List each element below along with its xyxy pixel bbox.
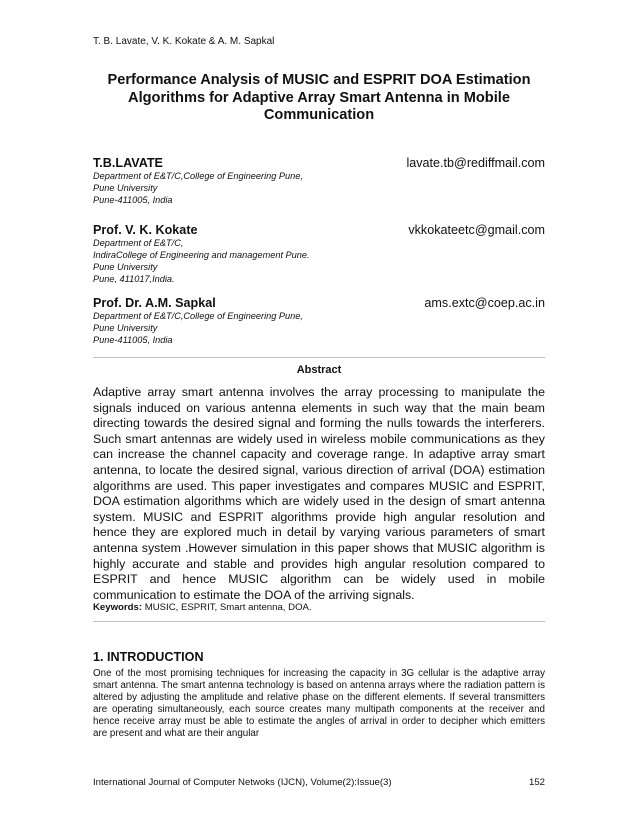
running-header: T. B. Lavate, V. K. Kokate & A. M. Sapkal [93, 36, 275, 47]
author-affiliation-line: Pune University [93, 262, 158, 272]
author-email: vkkokateetc@gmail.com [408, 223, 545, 237]
author-name: Prof. Dr. A.M. Sapkal [93, 296, 216, 310]
author-affiliation-line: Pune, 411017,India. [93, 274, 175, 284]
author-affiliation-line: Department of E&T/C,College of Engineering Pune, [93, 171, 303, 181]
author-affiliation-line: IndiraCollege of Engineering and management Pune. [93, 250, 310, 260]
author-affiliation-line: Pune University [93, 183, 158, 193]
page-footer [93, 777, 545, 788]
author-affiliation-line: Pune University [93, 323, 158, 333]
journal-citation: International Journal of Computer Netwoks (IJCN), Volume(2):Issue(3) [93, 777, 392, 788]
author-name: T.B.LAVATE [93, 156, 163, 170]
divider [93, 621, 545, 622]
author-affiliation-line: Department of E&T/C, [93, 238, 184, 248]
author-affiliation-line: Pune-411005, India [93, 335, 173, 345]
page-number: 152 [528, 777, 545, 788]
author-affiliation-line: Department of E&T/C,College of Engineering Pune, [93, 311, 303, 321]
keywords [93, 602, 312, 613]
author-block [93, 223, 545, 285]
abstract-heading: Abstract [296, 364, 342, 376]
section-heading: 1. INTRODUCTION [93, 650, 204, 664]
author-email: ams.extc@coep.ac.in [424, 296, 545, 310]
author-affiliation-line: Pune-411005, India [93, 195, 173, 205]
divider [93, 357, 545, 358]
paper-title: Performance Analysis of MUSIC and ESPRIT DOA Estimation Algorithms for Adaptive Array Smart Antenna in Mobile Communication [107, 72, 531, 123]
author-block [93, 296, 545, 346]
keywords-label: Keywords: [93, 602, 143, 613]
author-block [93, 156, 545, 206]
section-body: One of the most promising techniques for increasing the capacity in 3G cellular is the adaptive array smart antenna. The smart antenna technology is based on antenna arrays where the radiation pattern is altered by adjusting the amplitude and relative phase on the different elements. If several transmitters are operating simultaneously, each source creates many multipath components at the receiver and hence receive array must be able to estimate the angles of arrival in order to decipher which emitters are present and what are their angular [93, 668, 545, 739]
keywords-text: MUSIC, ESPRIT, Smart antenna, DOA. [142, 602, 312, 613]
abstract-text: Adaptive array smart antenna involves the array processing to manipulate the signals induced on various antenna elements in such way that the main beam directing towards the desired signal and forming the nulls towards the interferers. Such smart antennas are widely used in wireless mobile communications as they can increase the channel capacity and coverage range. In adaptive array smart antenna, to locate the desired signal, various direction of arrival (DOA) estimation algorithms are used. This paper investigates and compares MUSIC and ESPRIT, DOA estimation algorithms which are widely used in the design of smart antenna system. MUSIC and ESPRIT algorithms provide high angular resolution and hence they are explored much in detail by varying various parameters of smart antenna system .However simulation in this paper shows that MUSIC algorithm is highly accurate and stable and provides high angular resolution compared to ESPRIT and hence MUSIC algorithm can be widely used in mobile communication to estimate the DOA of the arriving signals. [93, 385, 545, 602]
author-name: Prof. V. K. Kokate [93, 223, 198, 237]
author-email: lavate.tb@rediffmail.com [406, 156, 545, 170]
